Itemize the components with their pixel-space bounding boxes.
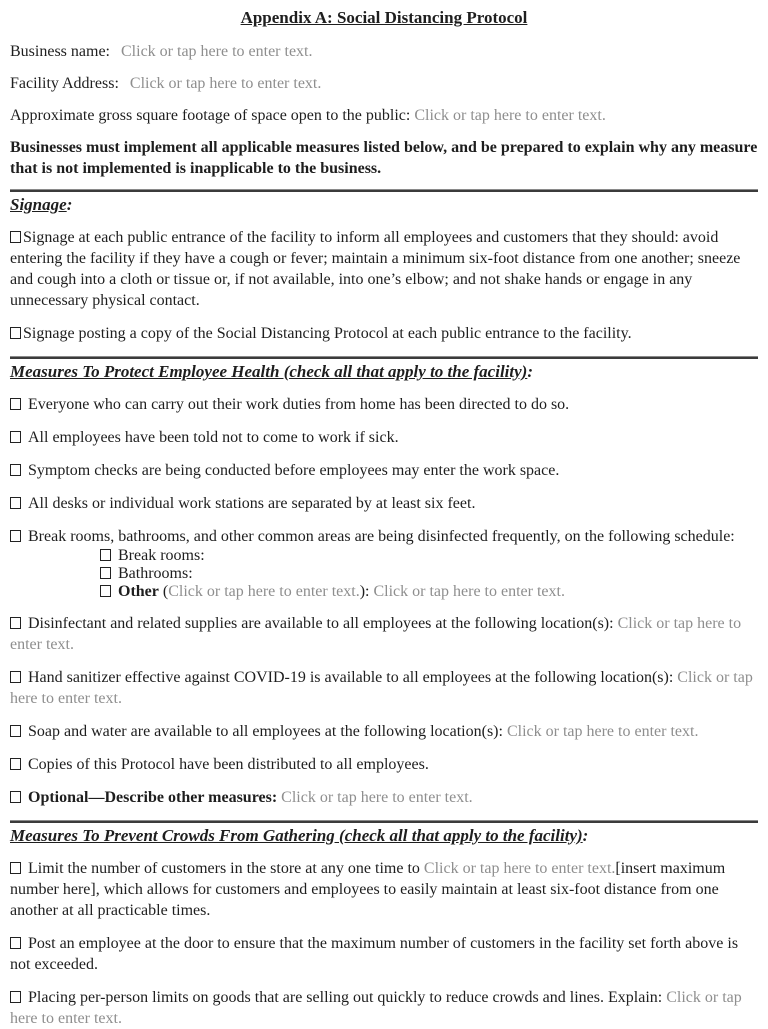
disinfection-schedule-text: Break rooms, bathrooms, and other common areas are being disinfected frequently, on the following schedule: <box>28 528 735 545</box>
checkbox-disinfectant-supplies[interactable] <box>10 617 21 629</box>
employee-health-section-heading <box>10 361 758 383</box>
document-page <box>10 8 758 1029</box>
checkbox-symptom-checks[interactable] <box>10 464 21 476</box>
soap-water-locations-input[interactable]: Click or tap here to enter text. <box>506 723 699 740</box>
signage-entrance-text: Signage at each public entrance of the facility to inform all employees and customers that they should: avoid entering the facility if they have a cough or fever; maintain a minimum six-foot distance from one another; sneeze and cough into a cloth or tissue or, if not available, into one’s elbow; and not shake hands or engage in any unnecessary physical contact. <box>10 229 741 309</box>
checkbox-signage-posting[interactable] <box>10 327 21 339</box>
crowd-prevention-heading-colon: : <box>582 826 589 845</box>
sick-stay-home-item <box>10 427 758 448</box>
signage-posting-text: Signage posting a copy of the Social Distancing Protocol at each public entrance to the facility. <box>23 325 632 342</box>
business-name-input[interactable]: Click or tap here to enter text. <box>121 43 313 60</box>
other-areas-label: Other <box>118 583 159 600</box>
break-rooms-subitem <box>100 547 758 565</box>
work-from-home-text: Everyone who can carry out their work duties from home has been directed to do so. <box>28 396 570 413</box>
section-divider <box>10 820 758 823</box>
facility-address-field <box>10 73 758 94</box>
business-name-field <box>10 41 758 62</box>
bathrooms-subitem <box>100 565 758 583</box>
limit-customers-text-pre: Limit the number of customers in the store at any one time to <box>28 860 424 877</box>
disinfectant-supplies-item <box>10 613 758 655</box>
soap-water-text: Soap and water are available to all employees at the following location(s): <box>28 723 507 740</box>
per-person-limits-explain-input[interactable]: Click or tap here to enter text. <box>10 989 742 1027</box>
limit-customers-item <box>10 858 758 921</box>
signage-section-heading <box>10 194 758 216</box>
door-monitor-text: Post an employee at the door to ensure that the maximum number of customers in the facility set forth above is not exceeded. <box>10 935 739 973</box>
employee-health-heading-text: Measures To Protect Employee Health (check all that apply to the facility) <box>10 362 528 381</box>
checkbox-work-from-home[interactable] <box>10 398 21 410</box>
per-person-limits-item <box>10 987 758 1029</box>
checkbox-other-areas[interactable] <box>100 585 111 597</box>
checkbox-desk-separation[interactable] <box>10 497 21 509</box>
door-monitor-item <box>10 933 758 975</box>
other-areas-paren-open: ( <box>158 583 169 600</box>
other-area-schedule-input[interactable]: Click or tap here to enter text. <box>373 583 565 600</box>
checkbox-hand-sanitizer[interactable] <box>10 671 21 683</box>
signage-heading-colon: : <box>66 195 73 214</box>
implementation-notice: Businesses must implement all applicable measures listed below, and be prepared to explain why any measure that is not implemented is inapplicable to the business. <box>10 139 758 177</box>
hand-sanitizer-locations-input[interactable]: Click or tap here to enter text. <box>10 669 753 707</box>
checkbox-disinfection-schedule[interactable] <box>10 530 21 542</box>
soap-water-item <box>10 721 758 742</box>
symptom-checks-item <box>10 460 758 481</box>
checkbox-door-monitor[interactable] <box>10 937 21 949</box>
disinfectant-supplies-text: Disinfectant and related supplies are available to all employees at the following location(s): <box>28 615 618 632</box>
max-customers-input[interactable]: Click or tap here to enter text. <box>423 860 616 877</box>
protocol-copies-item <box>10 754 758 775</box>
checkbox-sick-stay-home[interactable] <box>10 431 21 443</box>
symptom-checks-text: Symptom checks are being conducted before employees may enter the work space. <box>28 462 560 479</box>
checkbox-per-person-limits[interactable] <box>10 991 21 1003</box>
signage-entrance-item <box>10 227 758 311</box>
optional-measures-item <box>10 787 758 808</box>
employee-health-heading-colon: : <box>527 362 534 381</box>
per-person-limits-text: Placing per-person limits on goods that are selling out quickly to reduce crowds and lines. Explain: <box>28 989 667 1006</box>
hand-sanitizer-item <box>10 667 758 709</box>
limit-customers-text-post: [insert maximum number here], which allows for customers and employees to easily maintain at least six-foot distance from one another at all practicable times. <box>10 860 726 919</box>
section-divider <box>10 356 758 359</box>
disinfection-schedule-item <box>10 526 758 547</box>
facility-address-label: Facility Address: <box>10 75 119 92</box>
desk-separation-text: All desks or individual work stations are separated by at least six feet. <box>28 495 476 512</box>
work-from-home-item <box>10 394 758 415</box>
optional-measures-label: Optional—Describe other measures: <box>28 789 282 806</box>
section-divider <box>10 189 758 192</box>
break-rooms-label: Break rooms: <box>118 547 205 564</box>
desk-separation-item <box>10 493 758 514</box>
checkbox-bathrooms[interactable] <box>100 567 111 579</box>
other-areas-paren-close: ): <box>359 583 374 600</box>
square-footage-field <box>10 105 758 126</box>
checkbox-protocol-copies[interactable] <box>10 758 21 770</box>
signage-posting-item <box>10 323 758 344</box>
disinfection-schedule-sublist <box>100 547 758 601</box>
checkbox-limit-customers[interactable] <box>10 862 21 874</box>
document-title: Appendix A: Social Distancing Protocol <box>240 8 528 27</box>
square-footage-label: Approximate gross square footage of space open to the public: <box>10 107 411 124</box>
checkbox-break-rooms[interactable] <box>100 549 111 561</box>
bathrooms-label: Bathrooms: <box>118 565 193 582</box>
crowd-prevention-heading-text: Measures To Prevent Crowds From Gathering (check all that apply to the facility) <box>10 826 583 845</box>
hand-sanitizer-text: Hand sanitizer effective against COVID-19 is available to all employees at the following location(s): <box>28 669 678 686</box>
optional-measures-input[interactable]: Click or tap here to enter text. <box>281 789 473 806</box>
signage-heading-text: Signage <box>10 195 67 214</box>
business-name-label: Business name: <box>10 43 110 60</box>
facility-address-input[interactable]: Click or tap here to enter text. <box>129 75 322 92</box>
crowd-prevention-section-heading <box>10 825 758 847</box>
disinfectant-locations-input[interactable]: Click or tap here to enter text. <box>10 615 742 653</box>
square-footage-input[interactable]: Click or tap here to enter text. <box>414 107 606 124</box>
checkbox-signage-entrance[interactable] <box>10 231 21 243</box>
other-areas-subitem <box>100 583 758 601</box>
checkbox-soap-water[interactable] <box>10 725 21 737</box>
checkbox-optional-measures[interactable] <box>10 791 21 803</box>
sick-stay-home-text: All employees have been told not to come to work if sick. <box>28 429 399 446</box>
other-area-name-input[interactable]: Click or tap here to enter text. <box>168 583 360 600</box>
protocol-copies-text: Copies of this Protocol have been distributed to all employees. <box>28 756 429 773</box>
